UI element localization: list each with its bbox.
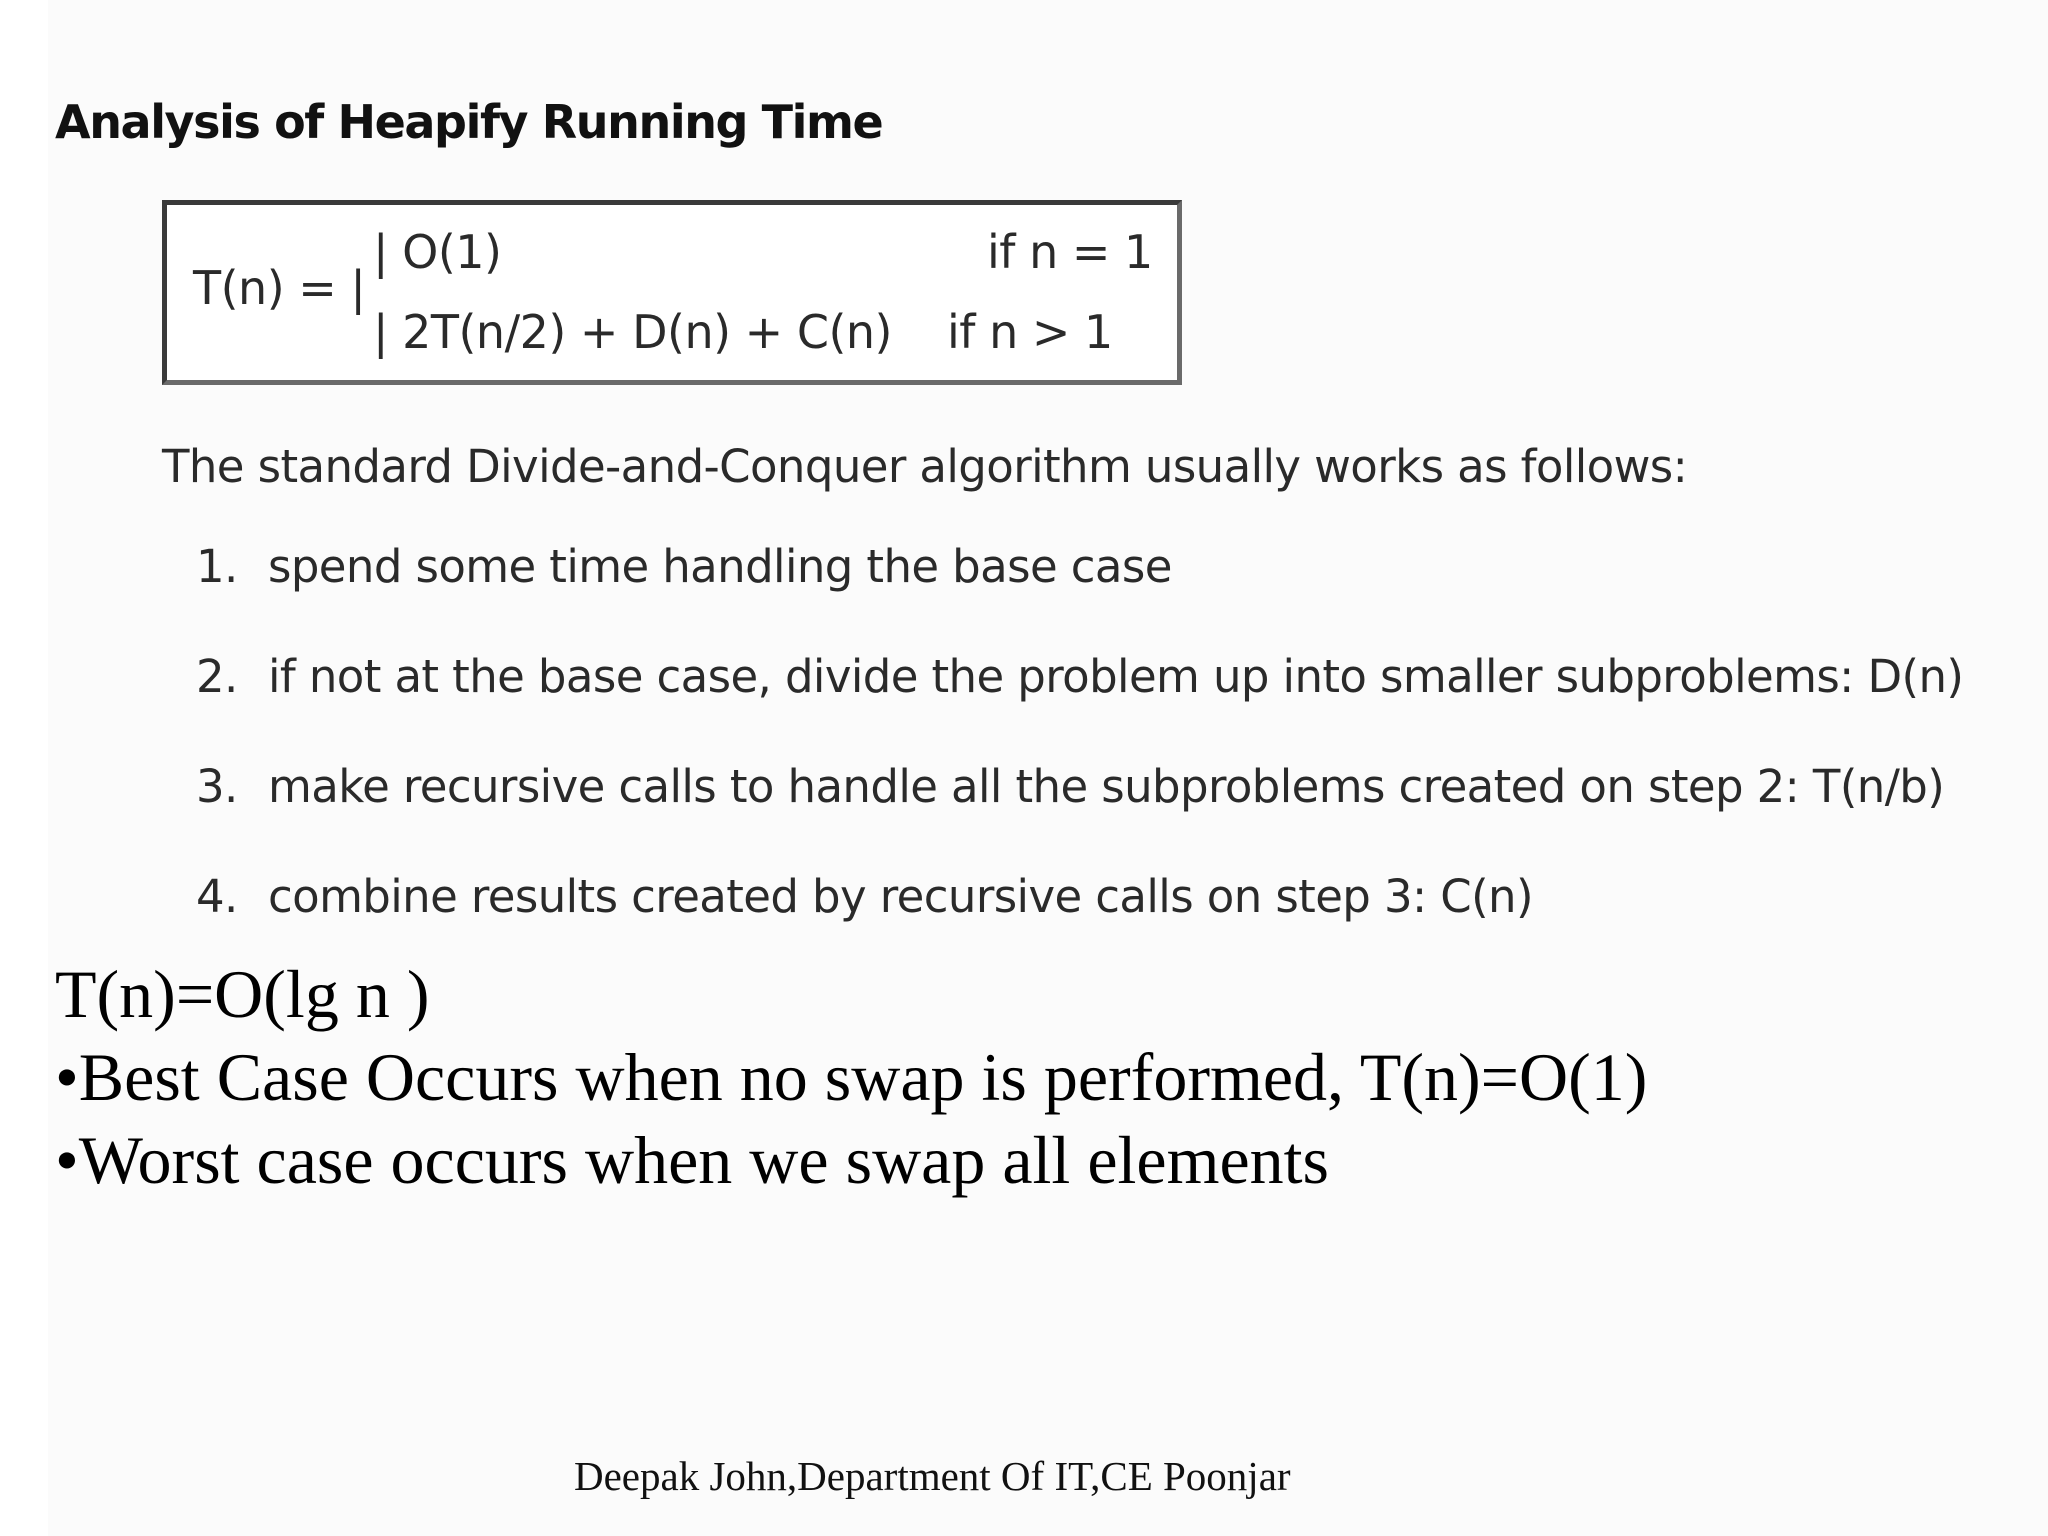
step-text: spend some time handling the base case <box>268 540 1172 593</box>
divide-and-conquer-intro: The standard Divide-and-Conquer algorithm usually works as follows: <box>162 440 1688 493</box>
formula-case-2-expression: | 2T(n/2) + D(n) + C(n) <box>373 305 893 359</box>
recurrence-formula-box <box>162 200 1182 385</box>
formula-case-2-condition: if n > 1 <box>947 305 1113 359</box>
step-text: if not at the base case, divide the problem up into smaller subproblems: D(n) <box>268 650 1964 703</box>
step-text: combine results created by recursive calls on step 3: C(n) <box>268 870 1533 923</box>
step-number: 2. <box>196 650 238 703</box>
best-case-bullet: •Best Case Occurs when no swap is performed, T(n)=O(1) <box>55 1039 1648 1115</box>
formula-case-1-expression: | O(1) <box>373 225 502 279</box>
worst-case-bullet: •Worst case occurs when we swap all elements <box>55 1122 1330 1198</box>
step-number: 1. <box>196 540 238 593</box>
step-number: 4. <box>196 870 238 923</box>
case-bullets <box>55 1038 1647 1204</box>
step-text: make recursive calls to handle all the subproblems created on step 2: T(n/b) <box>268 760 1945 813</box>
step-number: 3. <box>196 760 238 813</box>
formula-case-1-condition: if n = 1 <box>987 225 1153 279</box>
slide-title: Analysis of Heapify Running Time <box>55 95 883 149</box>
formula-lhs: T(n) = | <box>193 261 366 315</box>
running-time-result: T(n)=O(lg n ) <box>55 956 430 1032</box>
slide-footer: Deepak John,Department Of IT,CE Poonjar <box>574 1453 1291 1499</box>
